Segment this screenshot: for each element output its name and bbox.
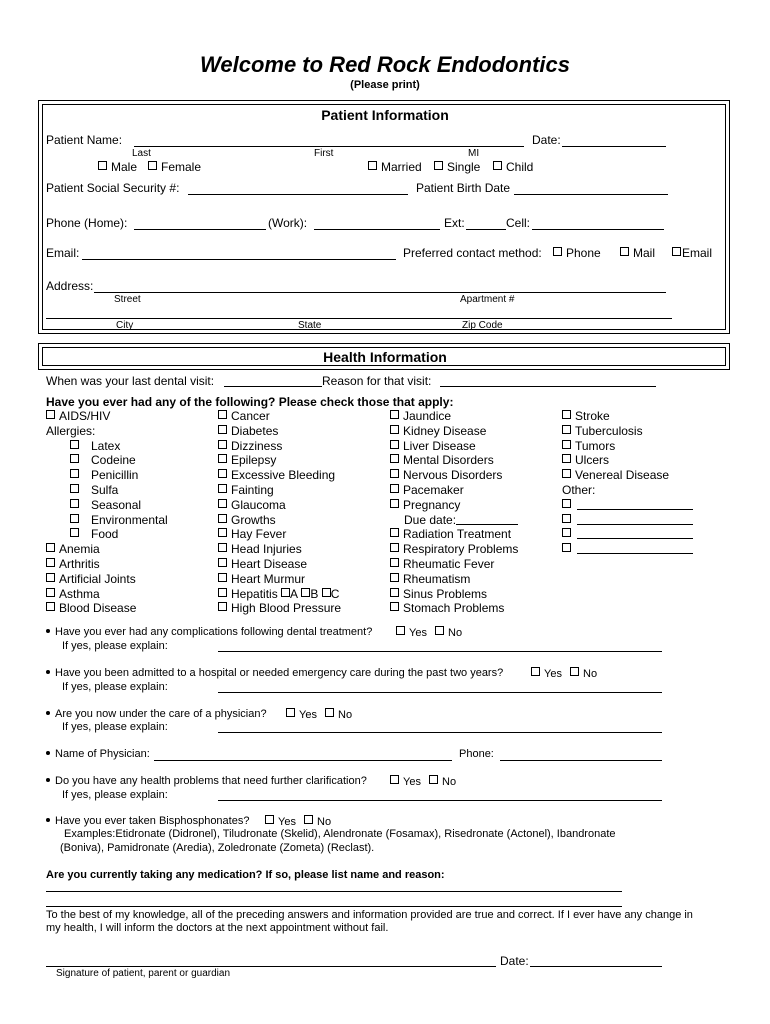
checkbox-icon[interactable] [218, 602, 227, 611]
preferred-contact-label: Preferred contact method: [403, 246, 542, 260]
checkbox-icon[interactable] [46, 410, 55, 419]
physician-no-option[interactable]: No [325, 708, 352, 721]
checkbox-icon[interactable] [435, 626, 444, 635]
condition-tumors[interactable]: Tumors [562, 439, 693, 454]
checkbox-icon[interactable] [562, 440, 571, 449]
work-field[interactable] [314, 229, 440, 230]
gender-male-option[interactable]: Male [98, 160, 137, 174]
checkbox-icon[interactable] [672, 247, 681, 256]
condition-respiratory-problems[interactable]: Respiratory Problems [390, 542, 518, 557]
clarification-no-option[interactable]: No [429, 775, 456, 788]
checkbox-icon[interactable] [562, 469, 571, 478]
checkbox-icon[interactable] [390, 469, 399, 478]
allergies-label: Allergies: [46, 423, 96, 438]
health-info-header: Health Information [323, 349, 447, 365]
checkbox-icon[interactable] [396, 626, 405, 635]
checkbox-icon[interactable] [390, 573, 399, 582]
condition-hay-fever[interactable]: Hay Fever [218, 527, 341, 542]
reason-label: Reason for that visit: [322, 374, 432, 388]
email-label: Email: [46, 246, 80, 260]
bullet-icon [46, 711, 50, 715]
physician-phone-label: Phone: [459, 748, 494, 760]
street-caption: Street [114, 294, 141, 305]
bisphosphonates-examples: Examples:Etidronate (Didronel), Tiludronate (Skelid), Alendronate (Fosamax), Risedronate (Actonel), Ibandronate [64, 828, 616, 840]
checkbox-icon[interactable] [390, 410, 399, 419]
checkbox-icon[interactable] [390, 454, 399, 463]
checkbox-icon[interactable] [218, 543, 227, 552]
conditions-column-2 [218, 409, 341, 616]
checkbox-icon[interactable] [70, 514, 79, 523]
checkbox-icon[interactable] [620, 247, 629, 256]
other-condition-row[interactable] [562, 498, 693, 513]
checkbox-icon[interactable] [70, 499, 79, 508]
patient-name-label: Patient Name: [46, 133, 123, 147]
bullet-icon [46, 778, 50, 782]
checkbox-icon[interactable] [390, 484, 399, 493]
check-prompt: Have you ever had any of the following? Please check those that apply: [46, 395, 454, 409]
birth-date-label: Patient Birth Date [416, 181, 511, 195]
condition-rheumatic-fever[interactable]: Rheumatic Fever [390, 557, 518, 572]
status-child-option[interactable]: Child [493, 160, 533, 174]
checkbox-icon[interactable] [46, 588, 55, 597]
hospital-explain-field[interactable] [218, 692, 662, 693]
zip-caption: Zip Code [462, 320, 503, 331]
allergy-latex[interactable]: Latex [46, 439, 168, 454]
hepatitis-b-label: B [310, 586, 319, 601]
mi-caption: MI [468, 148, 480, 159]
condition-kidney-disease[interactable]: Kidney Disease [390, 424, 518, 439]
other-condition-row[interactable] [562, 527, 693, 542]
cell-label: Cell: [506, 216, 531, 230]
medication-field[interactable] [46, 906, 622, 907]
condition-high-blood-pressure[interactable]: High Blood Pressure [218, 601, 341, 616]
checkbox-icon[interactable] [562, 528, 571, 537]
bullet-icon [46, 751, 50, 755]
bisphosphonates-examples-cont: (Boniva), Pamidronate (Aredia), Zoledronate (Zometa) (Reclast). [60, 842, 375, 854]
question-physician: Are you now under the care of a physician? [46, 708, 267, 720]
checkbox-icon[interactable] [562, 514, 571, 523]
physician-name-label: Name of Physician: [46, 748, 150, 760]
condition-pacemaker[interactable]: Pacemaker [390, 483, 518, 498]
checkbox-icon[interactable] [390, 775, 399, 784]
checkbox-icon[interactable] [218, 425, 227, 434]
condition-liver-disease[interactable]: Liver Disease [390, 439, 518, 454]
checkbox-icon[interactable] [218, 499, 227, 508]
checkbox-icon[interactable] [570, 667, 579, 676]
status-married-option[interactable]: Married [368, 160, 422, 174]
patient-name-field[interactable] [134, 146, 524, 147]
condition-head-injuries[interactable]: Head Injuries [218, 542, 341, 557]
checkbox-icon[interactable] [562, 499, 571, 508]
condition-cancer[interactable]: Cancer [218, 409, 341, 424]
patient-info-header: Patient Information [321, 107, 449, 123]
condition-dizziness[interactable]: Dizziness [218, 439, 341, 454]
condition-growths[interactable]: Growths [218, 513, 341, 528]
attestation-text: To the best of my knowledge, all of the preceding answers and information provided are true and correct. If I ever have any change in [46, 909, 693, 921]
other-condition-field[interactable] [577, 514, 693, 525]
address-street-field[interactable] [94, 292, 666, 293]
checkbox-icon[interactable] [322, 588, 331, 597]
checkbox-icon[interactable] [70, 440, 79, 449]
condition-epilepsy[interactable]: Epilepsy [218, 453, 341, 468]
checkbox-icon[interactable] [218, 469, 227, 478]
complications-explain-field[interactable] [218, 651, 662, 652]
form-subtitle: (Please print) [350, 79, 420, 91]
checkbox-icon[interactable] [390, 588, 399, 597]
last-caption: Last [132, 148, 151, 159]
checkbox-icon[interactable] [390, 558, 399, 567]
condition-venereal-disease[interactable]: Venereal Disease [562, 468, 693, 483]
hospital-explain-label: If yes, please explain: [62, 681, 168, 693]
complications-no-option[interactable]: No [435, 626, 462, 639]
allergy-environmental[interactable]: Environmental [46, 513, 168, 528]
condition-excessive-bleeding[interactable]: Excessive Bleeding [218, 468, 341, 483]
patient-info-inner-frame [42, 104, 726, 330]
ext-field[interactable] [466, 229, 506, 230]
checkbox-icon[interactable] [304, 815, 313, 824]
due-date-field[interactable] [456, 514, 518, 525]
condition-ulcers[interactable]: Ulcers [562, 453, 693, 468]
physician-yes-option[interactable]: Yes [286, 708, 317, 721]
other-condition-field[interactable] [577, 499, 693, 510]
checkbox-icon[interactable] [218, 484, 227, 493]
checkbox-icon[interactable] [562, 543, 571, 552]
checkbox-icon[interactable] [218, 410, 227, 419]
checkbox-icon[interactable] [218, 573, 227, 582]
question-complications: Have you ever had any complications following dental treatment? [46, 626, 372, 638]
state-caption: State [298, 320, 322, 331]
hospital-yes-option[interactable]: Yes [531, 667, 562, 680]
question-bisphosphonates: Have you ever taken Bisphosphonates? [46, 815, 249, 827]
checkbox-icon[interactable] [218, 514, 227, 523]
signature-date-field[interactable] [530, 966, 662, 967]
complications-explain-label: If yes, please explain: [62, 640, 168, 652]
medication-field[interactable] [46, 891, 622, 892]
physician-phone-field[interactable] [500, 760, 662, 761]
hepatitis-a-label: A [290, 586, 299, 601]
condition-tuberculosis[interactable]: Tuberculosis [562, 424, 693, 439]
checkbox-icon[interactable] [429, 775, 438, 784]
condition-artificial-joints[interactable]: Artificial Joints [46, 572, 168, 587]
bullet-icon [46, 629, 50, 633]
clarification-explain-label: If yes, please explain: [62, 789, 168, 801]
other-condition-row[interactable] [562, 513, 693, 528]
last-visit-field[interactable] [224, 386, 322, 387]
form-title: Welcome to Red Rock Endodontics [200, 52, 570, 77]
contact-mail-option[interactable]: Mail [620, 246, 655, 260]
hospital-no-option[interactable]: No [570, 667, 597, 680]
gender-female-option[interactable]: Female [148, 160, 201, 174]
checkbox-icon[interactable] [46, 573, 55, 582]
contact-phone-option[interactable]: Phone [553, 246, 601, 260]
checkbox-icon[interactable] [286, 708, 295, 717]
checkbox-icon[interactable] [98, 161, 107, 170]
condition-jaundice[interactable]: Jaundice [390, 409, 518, 424]
signature-caption: Signature of patient, parent or guardian [56, 968, 231, 979]
checkbox-icon[interactable] [70, 454, 79, 463]
checkbox-icon[interactable] [265, 815, 274, 824]
checkbox-icon[interactable] [553, 247, 562, 256]
physician-explain-label: If yes, please explain: [62, 721, 168, 733]
condition-stomach-problems[interactable]: Stomach Problems [390, 601, 518, 616]
address-label: Address: [46, 279, 94, 293]
condition-sinus-problems[interactable]: Sinus Problems [390, 587, 518, 602]
signature-field[interactable] [46, 966, 496, 967]
condition-asthma[interactable]: Asthma [46, 587, 168, 602]
first-caption: First [314, 148, 334, 159]
conditions-column-1 [46, 409, 168, 616]
checkbox-icon[interactable] [562, 454, 571, 463]
date-field[interactable] [562, 146, 666, 147]
checkbox-icon[interactable] [390, 543, 399, 552]
checkbox-icon[interactable] [325, 708, 334, 717]
apartment-caption: Apartment # [460, 294, 515, 305]
conditions-column-4 [562, 409, 693, 557]
checkbox-icon[interactable] [218, 588, 227, 597]
condition-pregnancy[interactable]: Pregnancy [390, 498, 518, 513]
checkbox-icon[interactable] [531, 667, 540, 676]
cell-field[interactable] [532, 229, 664, 230]
condition-aids[interactable]: AIDS/HIV [46, 409, 168, 424]
checkbox-icon[interactable] [390, 440, 399, 449]
allergy-food[interactable]: Food [46, 527, 168, 542]
condition-heart-disease[interactable]: Heart Disease [218, 557, 341, 572]
checkbox-icon[interactable] [46, 558, 55, 567]
conditions-column-3 [390, 409, 518, 616]
checkbox-icon[interactable] [281, 588, 290, 597]
attestation-text-cont: my health, I will inform the doctors at the next appointment without fail. [46, 922, 389, 934]
hepatitis-c-label: C [330, 586, 340, 601]
condition-glaucoma[interactable]: Glaucoma [218, 498, 341, 513]
condition-rheumatism[interactable]: Rheumatism [390, 572, 518, 587]
clarification-yes-option[interactable]: Yes [390, 775, 421, 788]
condition-diabetes[interactable]: Diabetes [218, 424, 341, 439]
bisphosphonates-no-option[interactable]: No [304, 815, 331, 828]
checkbox-icon[interactable] [390, 528, 399, 537]
ssn-label: Patient Social Security #: [46, 181, 180, 195]
complications-yes-option[interactable]: Yes [396, 626, 427, 639]
medication-question: Are you currently taking any medication? If so, please list name and reason: [46, 869, 445, 881]
checkbox-icon[interactable] [368, 161, 377, 170]
condition-blood-disease[interactable]: Blood Disease [46, 601, 168, 616]
physician-name-field[interactable] [154, 760, 452, 761]
other-condition-row[interactable] [562, 542, 693, 557]
checkbox-icon[interactable] [562, 425, 571, 434]
checkbox-icon[interactable] [434, 161, 443, 170]
checkbox-icon[interactable] [70, 469, 79, 478]
email-field[interactable] [82, 259, 396, 260]
question-hospital: Have you been admitted to a hospital or needed emergency care during the past two years? [46, 667, 503, 679]
condition-nervous-disorders[interactable]: Nervous Disorders [390, 468, 518, 483]
checkbox-icon[interactable] [70, 484, 79, 493]
checkbox-icon[interactable] [493, 161, 502, 170]
question-clarification: Do you have any health problems that need further clarification? [46, 775, 367, 787]
condition-fainting[interactable]: Fainting [218, 483, 341, 498]
checkbox-icon[interactable] [562, 410, 571, 419]
allergy-sulfa[interactable]: Sulfa [46, 483, 168, 498]
city-caption: City [116, 320, 134, 331]
condition-heart-murmur[interactable]: Heart Murmur [218, 572, 341, 587]
status-single-option[interactable]: Single [434, 160, 480, 174]
checkbox-icon[interactable] [148, 161, 157, 170]
checkbox-icon[interactable] [390, 425, 399, 434]
clarification-explain-field[interactable] [218, 800, 662, 801]
ssn-field[interactable] [188, 194, 408, 195]
checkbox-icon[interactable] [218, 440, 227, 449]
condition-arthritis[interactable]: Arthritis [46, 557, 168, 572]
condition-anemia[interactable]: Anemia [46, 542, 168, 557]
condition-radiation-treatment[interactable]: Radiation Treatment [390, 527, 518, 542]
condition-mental-disorders[interactable]: Mental Disorders [390, 453, 518, 468]
reason-field[interactable] [440, 386, 656, 387]
physician-explain-field[interactable] [218, 732, 662, 733]
allergy-penicillin[interactable]: Penicillin [46, 468, 168, 483]
last-visit-label: When was your last dental visit: [46, 374, 215, 388]
condition-stroke[interactable]: Stroke [562, 409, 693, 424]
checkbox-icon[interactable] [46, 543, 55, 552]
checkbox-icon[interactable] [218, 454, 227, 463]
birth-date-field[interactable] [514, 194, 668, 195]
other-condition-field[interactable] [577, 543, 693, 554]
ext-label: Ext: [444, 216, 465, 230]
bullet-icon [46, 670, 50, 674]
allergy-codeine[interactable]: Codeine [46, 453, 168, 468]
allergy-seasonal[interactable]: Seasonal [46, 498, 168, 513]
phone-home-field[interactable] [134, 229, 266, 230]
checkbox-icon[interactable] [390, 602, 399, 611]
other-label: Other: [562, 482, 596, 497]
checkbox-icon[interactable] [218, 528, 227, 537]
other-condition-field[interactable] [577, 528, 693, 539]
checkbox-icon[interactable] [46, 602, 55, 611]
due-date-row: Due date: [390, 513, 518, 528]
phone-home-label: Phone (Home): [46, 216, 128, 230]
checkbox-icon[interactable] [218, 558, 227, 567]
checkbox-icon[interactable] [390, 499, 399, 508]
bisphosphonates-yes-option[interactable]: Yes [265, 815, 296, 828]
checkbox-icon[interactable] [70, 528, 79, 537]
condition-hepatitis[interactable]: Hepatitis A B C [218, 587, 341, 602]
contact-email-option[interactable]: Email [672, 246, 712, 260]
work-label: (Work): [268, 216, 308, 230]
signature-date-label: Date: [500, 954, 529, 968]
date-label: Date: [532, 133, 561, 147]
bullet-icon [46, 818, 50, 822]
address-city-field[interactable] [46, 318, 672, 319]
